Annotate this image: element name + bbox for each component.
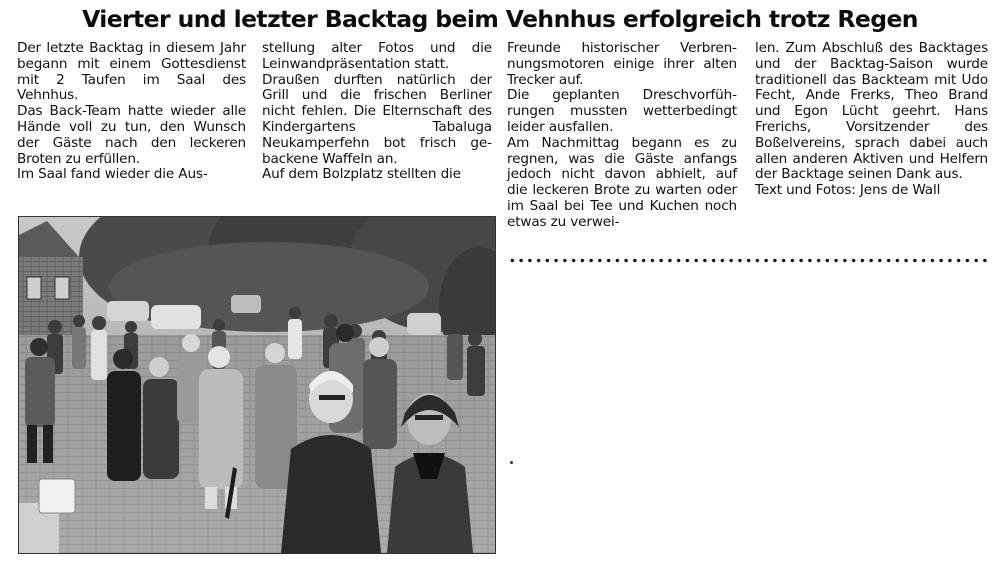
dotted-separator: [508, 258, 989, 263]
paragraph: Im Saal fand wieder die Aus-: [17, 166, 208, 183]
article-column-4: [755, 41, 988, 199]
crowd-photo-illustration: [19, 217, 495, 553]
article-column-3: [507, 41, 737, 231]
paragraph: Das Back-Team hatte wieder alle Hände voll zu tun, den Wunsch der Gäste nach den leckeren Broten zu erfüllen.: [17, 103, 246, 167]
paragraph: Der letzte Backtag in diesem Jahr begann mit einem Gottesdienst mit 2 Taufen im Saal des Vehnhus.: [17, 40, 246, 104]
print-speck: [510, 461, 513, 464]
article-column-2: [262, 41, 492, 183]
article-column-1: [17, 41, 246, 183]
paragraph: Die geplanten Dreschvorführungen mussten wetterbedingt leider ausfallen.: [507, 87, 737, 135]
photo-credit: Text und Fotos: Jens de Wall: [755, 182, 941, 199]
paragraph: Draußen durften natürlich der Grill und die frischen Berliner nicht fehlen. Die Elternschaft des Kindergartens Tabaluga Neukamperfehn bot frisch gebackene Waffeln an.: [262, 71, 492, 167]
paragraph: Freunde historischer Verbrennungsmotoren einige ihrer alten Trecker auf.: [507, 40, 737, 88]
headline: Vierter und letzter Backtag beim Vehnhus erfolgreich trotz Regen: [82, 5, 918, 33]
paragraph: Auf dem Bolzplatz stellten die: [262, 166, 461, 183]
crowd-photo: [18, 216, 496, 554]
paragraph: Am Nachmittag begann es zu regnen, was die Gäste anfangs jedoch nicht davon abhielt, auf die leckeren Brote zu warten oder im Saal bei Tee und Kuchen noch etwas zu verwei-: [507, 134, 737, 230]
paragraph: stellung alter Fotos und die Leinwandpräsentation statt.: [262, 40, 492, 72]
paragraph: len. Zum Abschluß des Backtages und der Backtag-Saison wurde traditionell das Backteam mit Udo Fecht, Ande Frerks, Theo Brand und Egon Lücht geehrt. Hans Frerichs, Vorsitzender des Boßelvereins, sprach dabei auch allen anderen Aktiven und Helfern der Backtage seinen Dank aus.: [755, 40, 988, 183]
